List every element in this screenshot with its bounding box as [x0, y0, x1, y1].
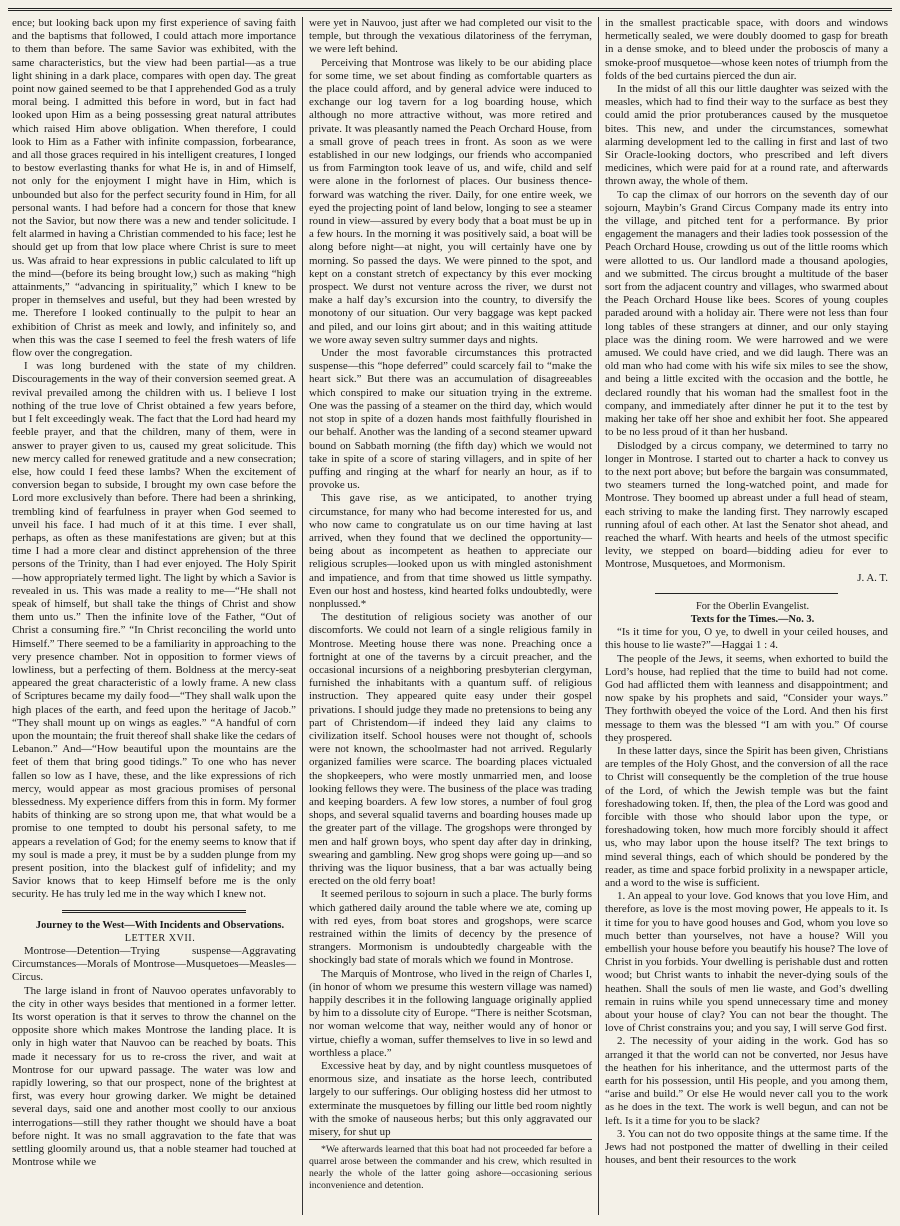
- source-line: For the Oberlin Evangelist.: [695, 600, 810, 612]
- footnote: *We afterwards learned that this boat had not proceeded far before a quarrel arose between the commander and his crew, which resulted in nearly the whole of the latter going ashore—occasioning serious inconvenience and detention.: [309, 1139, 592, 1192]
- paragraph: The large island in front of Nauvoo operates unfavorably to the city in other ways besides that mentioned in a former letter. Its worst operation is that it serves to throw the channel on the opposite shore which makes Montrose the landing place. It is only in high water that Nauvoo can be reached by boats. This made it necessary for us to re-cross the river, and wait at Montrose for our upward passage. The water was low and rapidly lowering, so that our prospect, none of the brightest at first, was every hour growing darker. We might be detained several days, said one and another most coolly to our anxious interrogations—still they rather thought we should have a boat before night. It was no small aggravation to the fate that was settling gloomily around us, that a noble steamer had touched at Montrose while we: [12, 984, 296, 1169]
- paragraph: In these latter days, since the Spirit has been given, Christians are temples of the Holy Ghost, and the conversion of all the race to Christ will consequently be the completion of the true house of the Lord, of which the Jewish temple was but the faint foreshadowing token. If, then, the plea of the Lord was good and forcible with those who should labor upon the type, or foreshadowing token, how much more forcibly should it affect us, who may labor upon the house itself? The text brings to mind several things, each of which should be pondered by the reader, as time and space forbid prolixity in a newspaper article, and a word to the wise is sufficient.: [605, 744, 888, 889]
- column-1: [6, 17, 302, 1215]
- signature: J. A. T.: [857, 571, 888, 584]
- article-summary: Montrose—Detention—Trying suspense—Aggravating Circumstances—Morals of Montrose—Musquetoes—Measles—Circus.: [12, 945, 296, 984]
- epigraph: “Is it time for you, O ye, to dwell in your ceiled houses, and this house to lie waste?”—Haggai 1 : 4.: [605, 626, 888, 652]
- letter-number: LETTER XVII.: [124, 932, 196, 944]
- paragraph: Perceiving that Montrose was likely to be our abiding place for some time, we set about finding as comfortable quarters as the place could afford, and by general advice were induced to exchange our log tavern for a log boarding house, which although no more attractive without, was more retired and private. It was pleasantly named the Peach Orchard House, from a small grove of peach trees in front. As soon as we were established in our new lodgings, our friends who accompanied us from Farmington took leave of us, and wife, child and self were alone in the forlornest of places. Our business thence-forward was watching the river. Daily, for one entire week, we eyed the projecting point of land below, longing to see a steamer round in view—assured by every body that a boat must be up in a few hours. In the morning it was positively said, a boat will be along before night—at night, you will certainly have one by morning. So passed the days. We were pinned to the spot, and kept on a constant stretch of expectancy by this ever mocking prospect. We durst not venture across the river, we durst not make a half day’s excursion into the country, to diversify the monotony of our situation. Our very baggage was kept packed and piled, and our loins girt about; and in this waiting attitude we wore away seven sultry summer days and nights.: [309, 56, 592, 346]
- paragraph: Excessive heat by day, and by night countless musquetoes of enormous size, and insatiate as the horse leech, contributed largely to our sufferings. Our obliging hostess did her utmost to exterminate the musquetoes by filling our little bed room nightly with the smoke of nauseous herbs; but this only aggravated our misery, for shut up: [309, 1060, 592, 1139]
- paragraph: This gave rise, as we anticipated, to another trying circumstance, for many who had become interested for us, and who now came to congratulate us on our time having at last arrived, when they found that we declined the opportunity—being about as incompetent as heathen to appreciate our religious scruples—looked upon us with mingled astonishment and impatience, and from that time showed us little sympathy. Even our host and hostess, kind hearted folks undoubtedly, were nonplussed.*: [309, 492, 592, 610]
- column-3: [598, 17, 894, 1215]
- top-rule: [8, 8, 892, 11]
- paragraph: The destitution of religious society was another of our discomforts. We could not learn of a single religious family in Montrose. Meeting house there was none. Preaching once a fortnight at one of the taverns by a circuit preacher, and the occasional incursions of a neighboring presbyterian clergyman, furnished the inhabitants with a quantum suff. of religious instruction. They appeared quite easy under their gospel privations. I should judge they made no pretensions to being any part of Christendom—if indeed they laid any claims to civilization itself. School houses were not thought of, schools were not known, the schoolmaster had not arrived. Regularly organized families were scarce. The boarding places victualed the shopkeepers, who were mostly unmarried men, and loose looking fellows they were. The business of the place was trading and keeping boarders. A few low stores, a number of foul grog shops, and several squalid taverns and boarding houses made up the greater part of the village. The grogshops were thronged by men and half grown boys, who spent day after day in drinking, swearing and gambling. New grog shops were going up—and so thriving was the liquor business, that a bar was actually being erected on the old ferry boat!: [309, 611, 592, 888]
- paragraph: 1. An appeal to your love. God knows that you love Him, and therefore, as love is the most moving power, He appeals to it. Is it time for you to have good houses and God, whom you love so much better than yourselves, not have a house? Will you embellish your house before you beautify his house? The love of Christ in you forbids. Your dwelling is perishable dust and rotten wood; but Christ wants to inhabit the never-dying souls of the heathen. Shall the souls of men lie waste, and God’s dwelling remain in ruins while you spend unnecessary time and money about your house of clay? You can not bear the thought. The love of Christ constrains you; and you say, I will serve God first.: [605, 890, 888, 1035]
- paragraph: 2. The necessity of your aiding in the work. God has so arranged it that the world can not be converted, nor Jesus have the heathen for his inheritance, and the uttermost parts of the earth for his possession, until His people, and you among them, “arise and build.” Or else He would never call you to the work as he does in the text. The work is well begun, and can not be left. Is it a time for you to be slack?: [605, 1035, 888, 1127]
- article-heading: Texts for the Times.—No. 3.: [690, 613, 815, 625]
- article-heading: Journey to the West—With Incidents and Observations.: [35, 919, 285, 931]
- paragraph: Under the most favorable circumstances this protracted suspense—this “hope deferred” could scarcely fail to “make the heart sick.” But there was an accumulation of disagreeables which conspired to make our situation trying in the extreme. One was the passing of a steamer on the third day, which would not stop in spite of a dozen hands most faithfully flourished in our behalf. Another was the landing of a second steamer upward bound on Sabbath morning (the fifth day) which we would not take in spite of a score of staring villagers, and in spite of her puffing and ringing at the wharf for nearly an hour, as if to provoke us.: [309, 347, 592, 492]
- paragraph: 3. You can not do two opposite things at the same time. If the Jews had not postponed the matter of dwelling in their ceiled houses, and bent their resources to the work: [605, 1127, 888, 1167]
- section-divider: [62, 910, 246, 913]
- paragraph: It seemed perilous to sojourn in such a place. The burly forms which gathered daily around the table where we ate, coming up with red eyes, from boat stores and grogshops, were scarce restrained within the limits of decency by the presence of strangers. Mormonism is undoubtedly chargeable with the shockingly bad state of morals which we found in Montrose.: [309, 888, 592, 967]
- paragraph: Dislodged by a circus company, we determined to tarry no longer in Montrose. I started out to charter a hack to convey us to the next port above; but before the bargain was consummated, two steamers turned the long-watched point, and made for Montrose. They boomed up abreast under a full head of steam, each striving to make the landing first. They narrowly escaped running afoul of each other. At last the Senator shot ahead, and reached the wharf. With hearts and heels of the utmost specific levity, we stepped on board—bidding adieu for ever to Montrose, Musquetoes, and Mormonism.: [605, 439, 888, 571]
- paragraph: were yet in Nauvoo, just after we had completed our visit to the temple, but through the vexatious dilatoriness of the ferryman, we were left behind.: [309, 17, 592, 56]
- paragraph: The Marquis of Montrose, who lived in the reign of Charles I, (in honor of whom we presume this western village was named) happily describes it in the following language originally applied by him to a dissolute city of Europe. “There is neither Scotsman, nor woman welcome that way, neither would any of honor or virtue, chiefly a woman, suffer themselves to live in so lewd and worthless a place.”: [309, 967, 592, 1059]
- paragraph: in the smallest practicable space, with doors and windows hermetically sealed, we were doubly doomed to gasp for breath in a dense smoke, and to bleed under the proboscis of many a smoke-proof musquetoe—whose keen notes of triumph from the folds of the bed curtains pierced the dun air.: [605, 17, 888, 82]
- paragraph: To cap the climax of our horrors on the seventh day of our sojourn, Maybin’s Grand Circus Company made its entry into the village, and pitched tent for a performance. By prior engagement the managers and their ladies took possession of the Peach Orchard House, crowding us out of the little rooms which were allotted to us. Our landlord made a thousand apologies, and we submitted. The circus brought a multitude of the baser sort from the adjacent country and villages, who swarmed about the Peach Orchard House like bees. Scores of young couples paraded around with a holiday air. There were not less than four long tables of these strangers at dinner, and our only staying place was the dining room. We were harrowed and we were amused. We could have cried, and we did laugh. There was an old man who had come with his wife six miles to see the show, and being a little excited with the occasion and the bottle, he declared roundly that his woman had the smallest foot in the company, and immediately after dinner he put it to the test by making her take off her shoe and exhibit her foot. She appeared to be no less proud of it than her husband.: [605, 188, 888, 439]
- column-2: [302, 17, 598, 1215]
- columns: [6, 17, 894, 1215]
- paragraph: In the midst of all this our little daughter was seized with the measles, which had to find their way to the surface as best they could amid the prior protuberances caused by the musquetoe bites. This new, and under the circumstances, somewhat alarming development led to the calling in first and last of two Sir Oracle-looking doctors, who prescribed and left divers medicines, which were paid for at a round rate, and afterwards thrown away, the whole of them.: [605, 83, 888, 188]
- paragraph: ence; but looking back upon my first experience of saving faith and the baptisms that followed, I could attach more importance to them than before. The same Savior was exhibited, with the same characteristics, but the view had been partial—as a true light shining in a dark place, compares with open day. The great point now gained seemed to be that I apprehended God as a truly moral being. I admitted this before in word, but in fact had looked upon Him as a being possessing great natural attributes which raised Him above obligation. When therefore, I could look to Him as a Father with infinite compassion, forbearance, and all those graces required in his intelligent creatures, I longed to bestow everlasting thanks for what He is, in and of Himself, not only for the enjoyment I might have in Him, which is unbounded but also for the perfect security found in Him, for all personal wants. I had before had a concern for those that knew not the Savior, but now there was a new and tender solicitude. I felt alarmed in having a Christian commended to his face; lest he should get up from that low place where Christ is sure to meet us. Was afraid to hear expressions in public calculated to lift up the mind—(before its being brought low,) such as making “high attainments,” “advancing in spirituality,” which I knew to be proper in themselves and useful, but they had been wrested by me. Therefore I looked continually to the pulpit to hear an exhibition of Christ as meek and lowly, and infinitely so, and when this was the case I seemed to feel the fresh waters of life flow over the congregation.: [12, 17, 296, 360]
- paragraph: I was long burdened with the state of my children. Discouragements in the way of their conversion seemed great. A revival prevailed among the children with us. I believe I lost nothing of the true love of Christ obtained a few years before, but I felt exceedingly weak. The fact that the Lord had heard my feeble prayer, and that the children, many of them, were in answer to prayer given to us, caused my great solicitude. This new mercy called for renewed gratitude and a new consecration; else, how could I feed these lambs? When the excitement of conversion began to subside, I brought my own case before the Lord more exclusively than before. There had been a shrinking, trembling kind of fearfulness in prayer when God seemed to unveil his face. I had much of it at this time. I ever shall, perhaps, as often as these manifestations are given; but at this time I had a more clear and distinct apprehension of the three persons of the Trinity, than I had ever enjoyed. The Holy Spirit—how appropriately termed light. The light by which a Savior is revealed in us. This was made a reality to me—“He shall not speak of himself, but shall take the things of Christ and show them unto us.” Then the infinite love of the Father, “Out of Christ a consuming fire.” “In Christ reconciling the world unto Himself.” There seemed to be a familiarity in approaching to the very presence chamber. Not in opposition to former views of lowliness, but a perfecting of them. Boldness at the mercy-seat appeared the great characteristic of a lowly frame. A new class of Scriptures became my daily food—“They shall walk upon the high places of the earth, and feed upon the heritage of Jacob.” “They shall mount up on wings as eagles.” “A handful of corn upon the mountain; the fruit thereof shall shake like the cedars of Lebanon.” And—“How beautiful upon the mountains are the feet of them that bring good tidings.” To one who has never fallen so low as I have, these, and the like expressions of rich mercy, would appear as most gracious promises of personal blessedness. My experience differs from this in form. My former habits of thinking are so strong upon me, that what would be a promise to one tempted to doubt his personal safety, to me appears a revelation of God; for the enemy seems to know that if my soul is made a prey, it must be by a sudden plunge from my present position, into the blackest gulf of infidelity; and my Savior knows that to keep Himself before me is the only security. He has truly led me in the way which I knew not.: [12, 360, 296, 901]
- paragraph: The people of the Jews, it seems, when exhorted to build the Lord’s house, had replied that the time to build had not come. God had afflicted them with leanness and disappointment; and now spake by his prophets and said, “Consider your ways.” They forthwith obeyed the voice of the Lord. And then his first message to them was the blessed “I am with you.” Of course they prospered.: [605, 652, 888, 744]
- section-divider: [655, 593, 838, 594]
